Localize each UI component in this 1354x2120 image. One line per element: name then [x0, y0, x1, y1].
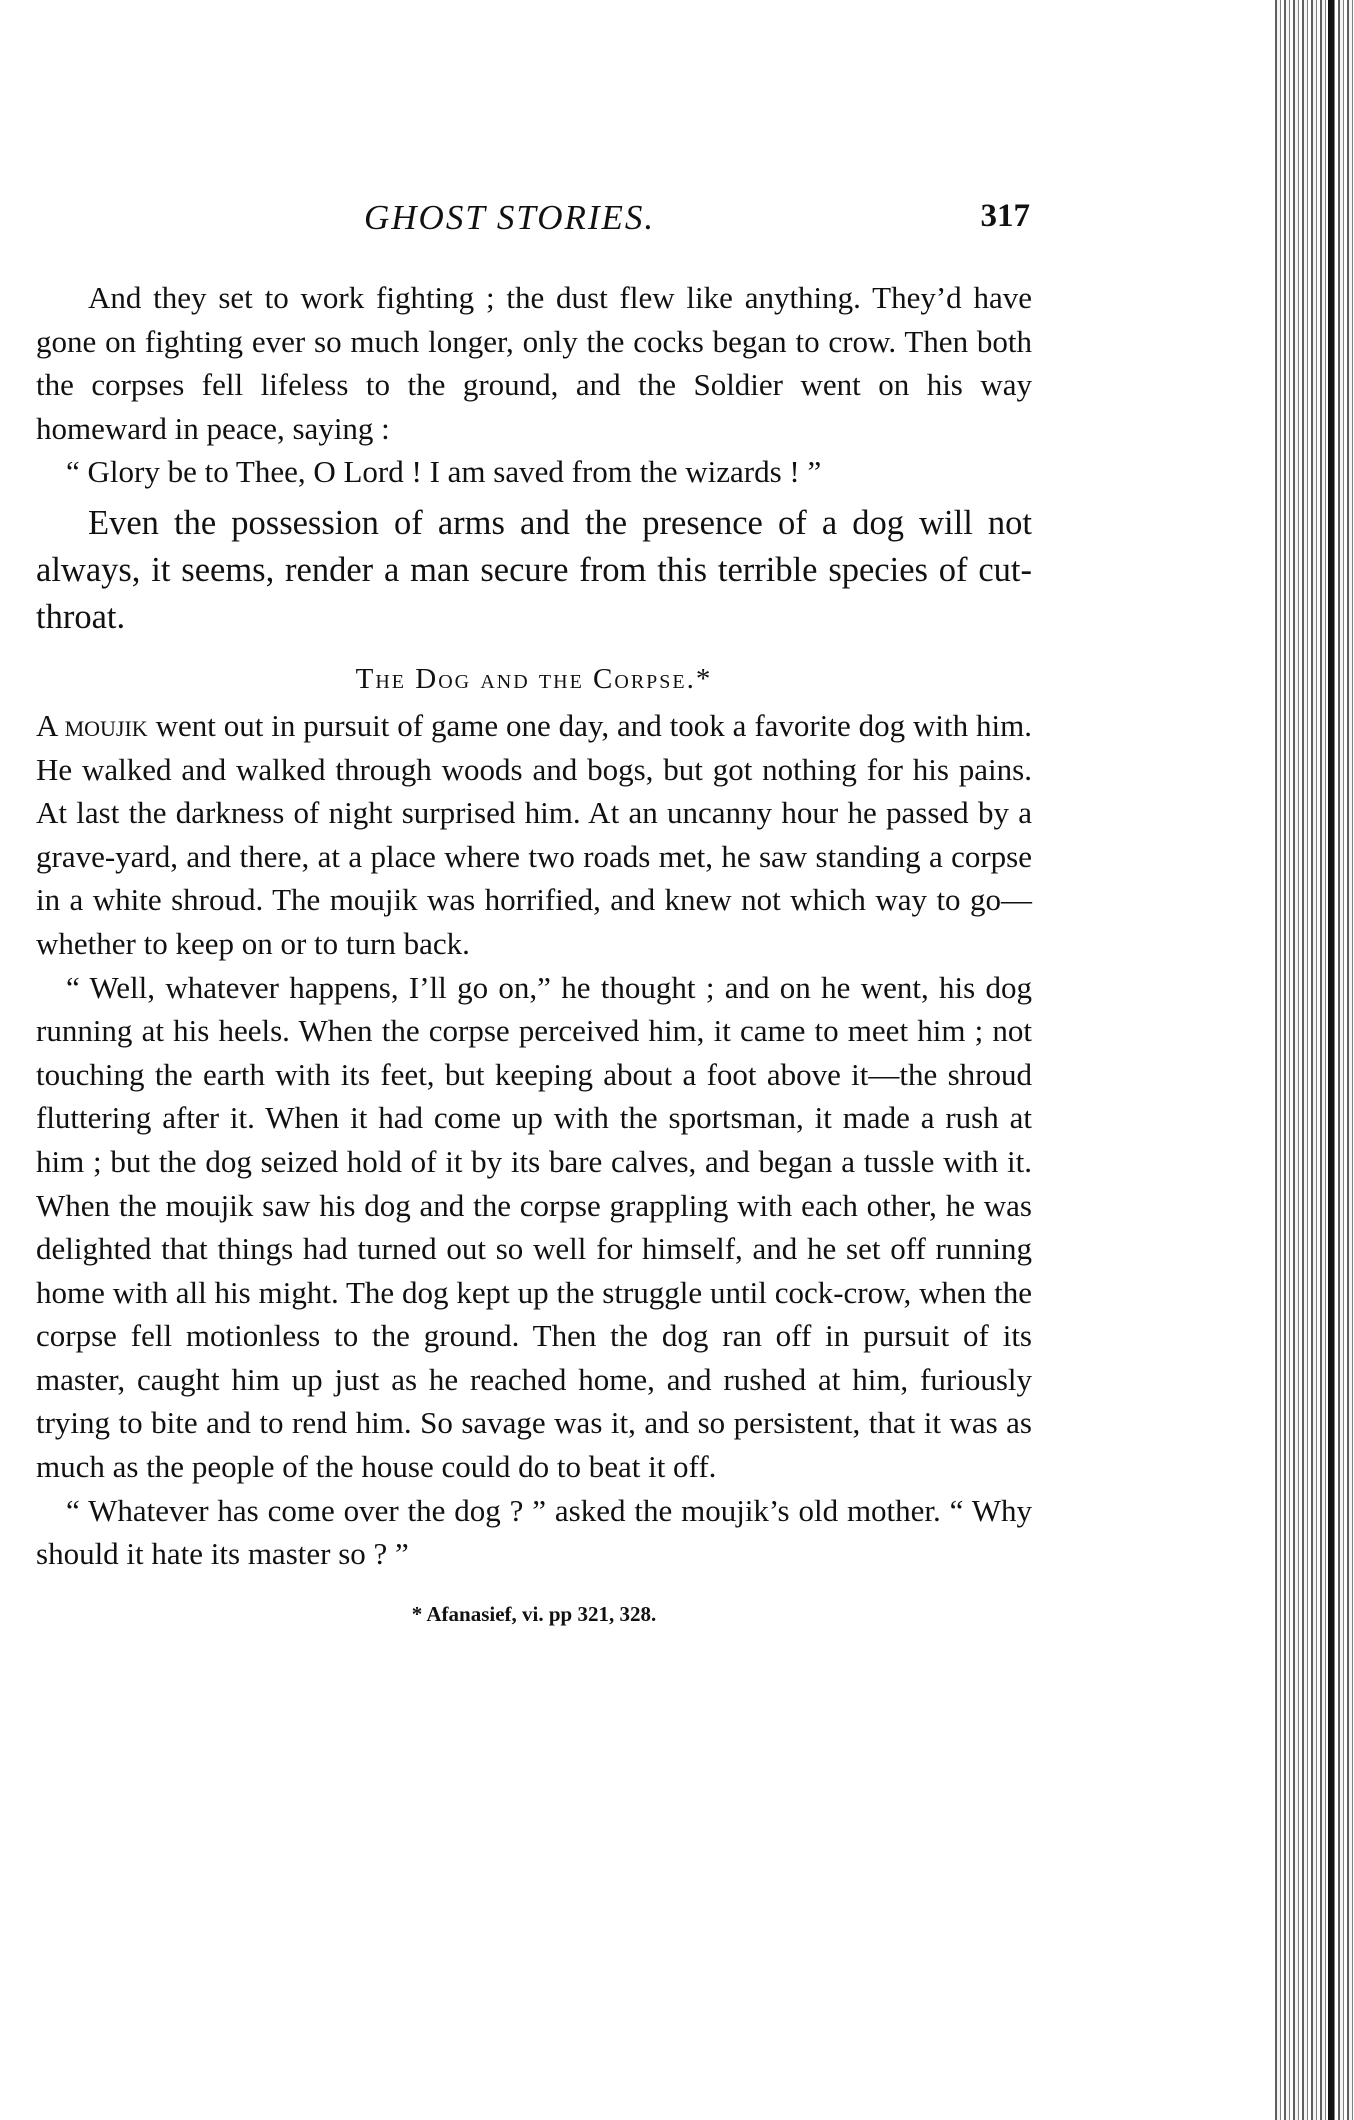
running-title: GHOST STORIES. — [364, 198, 656, 237]
footnote-marker: * — [695, 662, 713, 695]
paragraph-possession: Even the possession of arms and the presence of a dog will not always, it seems, render a man secure from this terrible species of cut-throat. — [36, 503, 1032, 636]
book-page — [36, 0, 1032, 2120]
footnote: * Afanasief, vi. pp 321, 328. — [411, 1601, 657, 1626]
paragraph-fight: And they set to work fighting ; the dust flew like anything. They’d have gone on fighting ever so much longer, only the cocks began to crow. Then both the corpses fell lifeless to the ground, and the Soldier went on his way homeward in peace, saying : — [36, 280, 1032, 446]
paragraph-whatever-happens: “ Well, whatever happens, I’ll go on,” he thought ; and on he went, his dog running at his heels. When the corpse perceived him, it came to meet him ; not touching the earth with its feet, but keeping about a foot above it—the shroud fluttering after it. When it had come up with the sportsman, it made a rush at him ; but the dog seized hold of it by its bare calves, and began a tussle with it. When the moujik saw his dog and the corpse grappling with each other, he was delighted that things had turned out so well for himself, and he set off running home with all his might. The dog kept up the struggle until cock-crow, when the corpse fell motionless to the ground. Then the dog ran off in pursuit of its master, caught him up just as he reached home, and rushed at him, furiously trying to bite and to rend him. So savage was it, and so persistent, that it was as much as the people of the house could do to beat it off. — [36, 969, 1032, 1485]
section-title-text: The Dog and the Corpse. — [355, 662, 696, 695]
body-text — [36, 276, 1032, 1627]
book-spine-line — [1328, 0, 1334, 2120]
paragraph-mother: “ Whatever has come over the dog ? ” asked the moujik’s old mother. “ Why should it hate its master so ? ” — [36, 1492, 1032, 1572]
section-title — [36, 663, 1032, 696]
page-number: 317 — [980, 198, 1030, 234]
paragraph-moujik — [36, 704, 1032, 966]
page-header — [36, 198, 1032, 248]
paragraph-glory: “ Glory be to Thee, O Lord ! I am saved from the wizards ! ” — [66, 454, 822, 490]
paragraph-lead-smallcaps: A moujik — [36, 707, 148, 743]
book-edge-decoration — [1272, 0, 1354, 2120]
paragraph-moujik-rest: went out in pursuit of game one day, and took a favorite dog with him. He walked and walked through woods and bogs, but got nothing for his pains. At last the darkness of night surprised him. At an uncanny hour he passed by a grave-yard, and there, at a place where two roads met, he saw standing a corpse in a white shroud. The moujik was horrified, and knew not which way to go—whether to keep on or to turn back. — [36, 707, 1032, 961]
